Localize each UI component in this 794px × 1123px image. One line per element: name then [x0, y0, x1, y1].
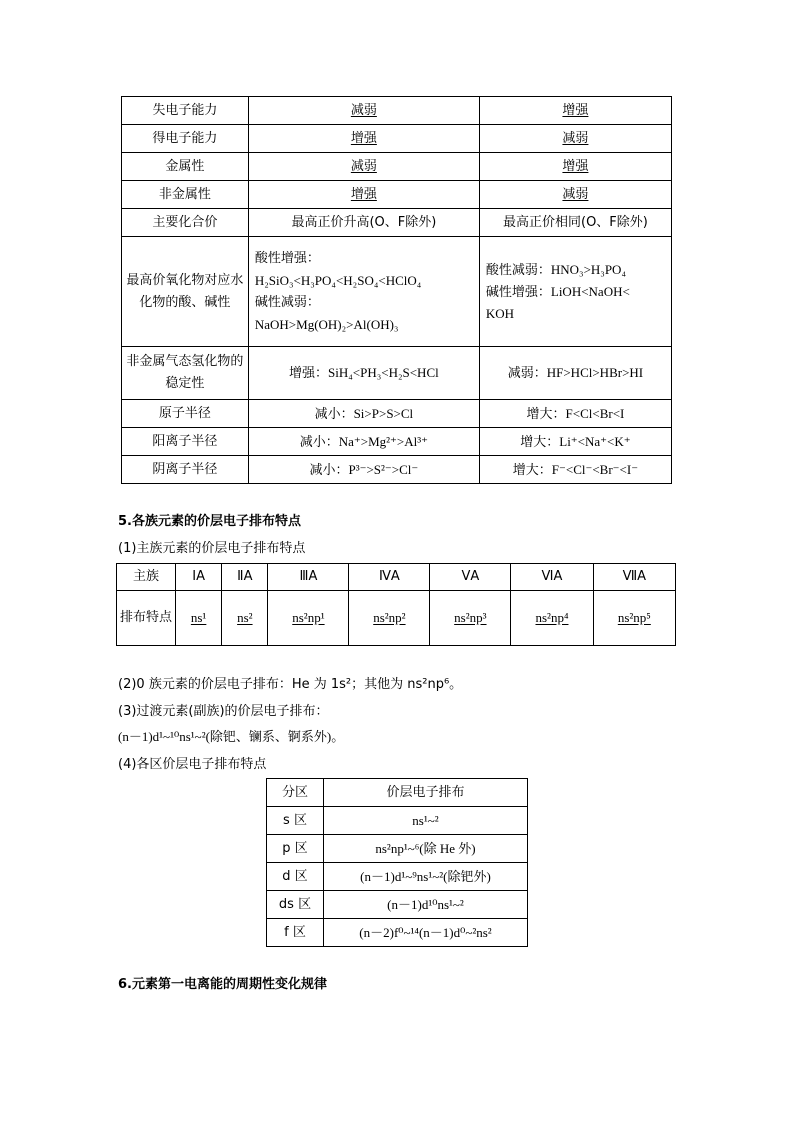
- config-cell: (n－1)d¹~⁹ns¹~²(除钯外): [324, 863, 528, 891]
- config-cell: ns²np³: [430, 591, 511, 646]
- row-label: 原子半径: [122, 400, 249, 428]
- table-row: [122, 181, 672, 209]
- base-trend: NaOH>Mg(OH)₂>Al(OH)₃: [254, 316, 399, 332]
- row-label: 最高价氧化物对应水化物的酸、碱性: [122, 237, 249, 347]
- period-trend: 减小：P³⁻>S²⁻>Cl⁻: [248, 456, 479, 484]
- acid-trend-label: 酸性增强：: [254, 250, 320, 266]
- header-label: 主族: [117, 564, 176, 591]
- group-name: ⅡA: [222, 564, 268, 591]
- row-label: 得电子能力: [122, 125, 249, 153]
- period-trend: 最高正价升高(O、F除外): [248, 209, 479, 237]
- row-label: 阴离子半径: [122, 456, 249, 484]
- group-trend: 减弱：HF>HCl>HBr>HI: [479, 347, 671, 400]
- config-cell: ns²np¹~⁶(除 He 外): [324, 835, 528, 863]
- table-row: [267, 919, 528, 947]
- group-name: ⅠA: [176, 564, 222, 591]
- zone-cell: s 区: [267, 807, 324, 835]
- period-trend: 减小：Na⁺>Mg²⁺>Al³⁺: [248, 428, 479, 456]
- row-label: 非金属气态氢化物的稳定性: [122, 347, 249, 400]
- periodic-trend-table: [121, 96, 672, 484]
- base-trend-cont: KOH: [485, 305, 515, 321]
- acid-trend: 酸性减弱：HNO₃>H₃PO₄: [485, 261, 626, 277]
- table-row: [122, 153, 672, 181]
- group-trend: 增强: [479, 153, 671, 181]
- group-trend: 增强: [479, 97, 671, 125]
- table-row: [122, 456, 672, 484]
- group-name: ⅣA: [349, 564, 430, 591]
- group-name: ⅥA: [511, 564, 593, 591]
- zone-cell: ds 区: [267, 891, 324, 919]
- table-row: [117, 564, 676, 591]
- block-config-table: [266, 778, 528, 947]
- subheading-3: (3)过渡元素(副族)的价层电子排布：: [118, 704, 329, 719]
- table-row: [267, 807, 528, 835]
- table-row: [122, 347, 672, 400]
- table-row: [117, 591, 676, 646]
- period-trend: 增强: [248, 125, 479, 153]
- period-trend: 减弱: [248, 153, 479, 181]
- main-group-table: [116, 563, 676, 646]
- group-name: ⅦA: [593, 564, 675, 591]
- table-row: [122, 237, 672, 347]
- group-trend: 最高正价相同(O、F除外): [479, 209, 671, 237]
- config-cell: ns¹~²: [324, 807, 528, 835]
- period-trend: 增强：SiH₄<PH₃<H₂S<HCl: [248, 347, 479, 400]
- zone-cell: f 区: [267, 919, 324, 947]
- row-label: 阳离子半径: [122, 428, 249, 456]
- config-cell: ns²np⁵: [593, 591, 675, 646]
- config-cell: (n－1)d¹⁰ns¹~²: [324, 891, 528, 919]
- group-trend: 减弱: [479, 181, 671, 209]
- table-row: [267, 835, 528, 863]
- period-trend: 减小：Si>P>S>Cl: [248, 400, 479, 428]
- config-cell: ns²: [222, 591, 268, 646]
- row-label: 非金属性: [122, 181, 249, 209]
- table-row: [122, 125, 672, 153]
- config-cell: (n－2)f⁰~¹⁴(n－1)d⁰~²ns²: [324, 919, 528, 947]
- group-name: ⅢA: [268, 564, 349, 591]
- subheading-1: (1)主族元素的价层电子排布特点: [118, 541, 306, 556]
- header-cell: 价层电子排布: [324, 779, 528, 807]
- period-trend: 减弱: [248, 97, 479, 125]
- config-cell: ns¹: [176, 591, 222, 646]
- table-row: [122, 97, 672, 125]
- zone-cell: p 区: [267, 835, 324, 863]
- table-row: [267, 863, 528, 891]
- period-trend: [248, 237, 479, 347]
- row-label: 主要化合价: [122, 209, 249, 237]
- row-label: 排布特点: [117, 591, 176, 646]
- base-trend: 碱性增强：LiOH<NaOH<: [485, 283, 630, 299]
- acid-trend: H₂SiO₃<H₃PO₄<H₂SO₄<HClO₄: [254, 272, 422, 288]
- group-trend: [479, 237, 671, 347]
- header-cell: 分区: [267, 779, 324, 807]
- table-row: [122, 209, 672, 237]
- table-row: [267, 779, 528, 807]
- config-cell: ns²np²: [349, 591, 430, 646]
- table-row: [122, 428, 672, 456]
- subheading-4: (4)各区价层电子排布特点: [118, 757, 267, 772]
- row-label: 失电子能力: [122, 97, 249, 125]
- transition-config: (n－1)d¹~¹⁰ns¹~²(除钯、镧系、锕系外)。: [118, 729, 345, 744]
- group-trend: 增大：F⁻<Cl⁻<Br⁻<I⁻: [479, 456, 671, 484]
- group-name: ⅤA: [430, 564, 511, 591]
- subheading-2: (2)0 族元素的价层电子排布：He 为 1s²；其他为 ns²np⁶。: [118, 677, 463, 692]
- group-trend: 增大：Li⁺<Na⁺<K⁺: [479, 428, 671, 456]
- group-trend: 增大：F<Cl<Br<I: [479, 400, 671, 428]
- table-row: [267, 891, 528, 919]
- config-cell: ns²np⁴: [511, 591, 593, 646]
- section-6-heading: 6.元素第一电离能的周期性变化规律: [118, 977, 327, 992]
- group-trend: 减弱: [479, 125, 671, 153]
- section-5-heading: 5.各族元素的价层电子排布特点: [118, 514, 301, 529]
- period-trend: 增强: [248, 181, 479, 209]
- config-cell: ns²np¹: [268, 591, 349, 646]
- table-row: [122, 400, 672, 428]
- zone-cell: d 区: [267, 863, 324, 891]
- base-trend-label: 碱性减弱：: [254, 294, 320, 310]
- row-label: 金属性: [122, 153, 249, 181]
